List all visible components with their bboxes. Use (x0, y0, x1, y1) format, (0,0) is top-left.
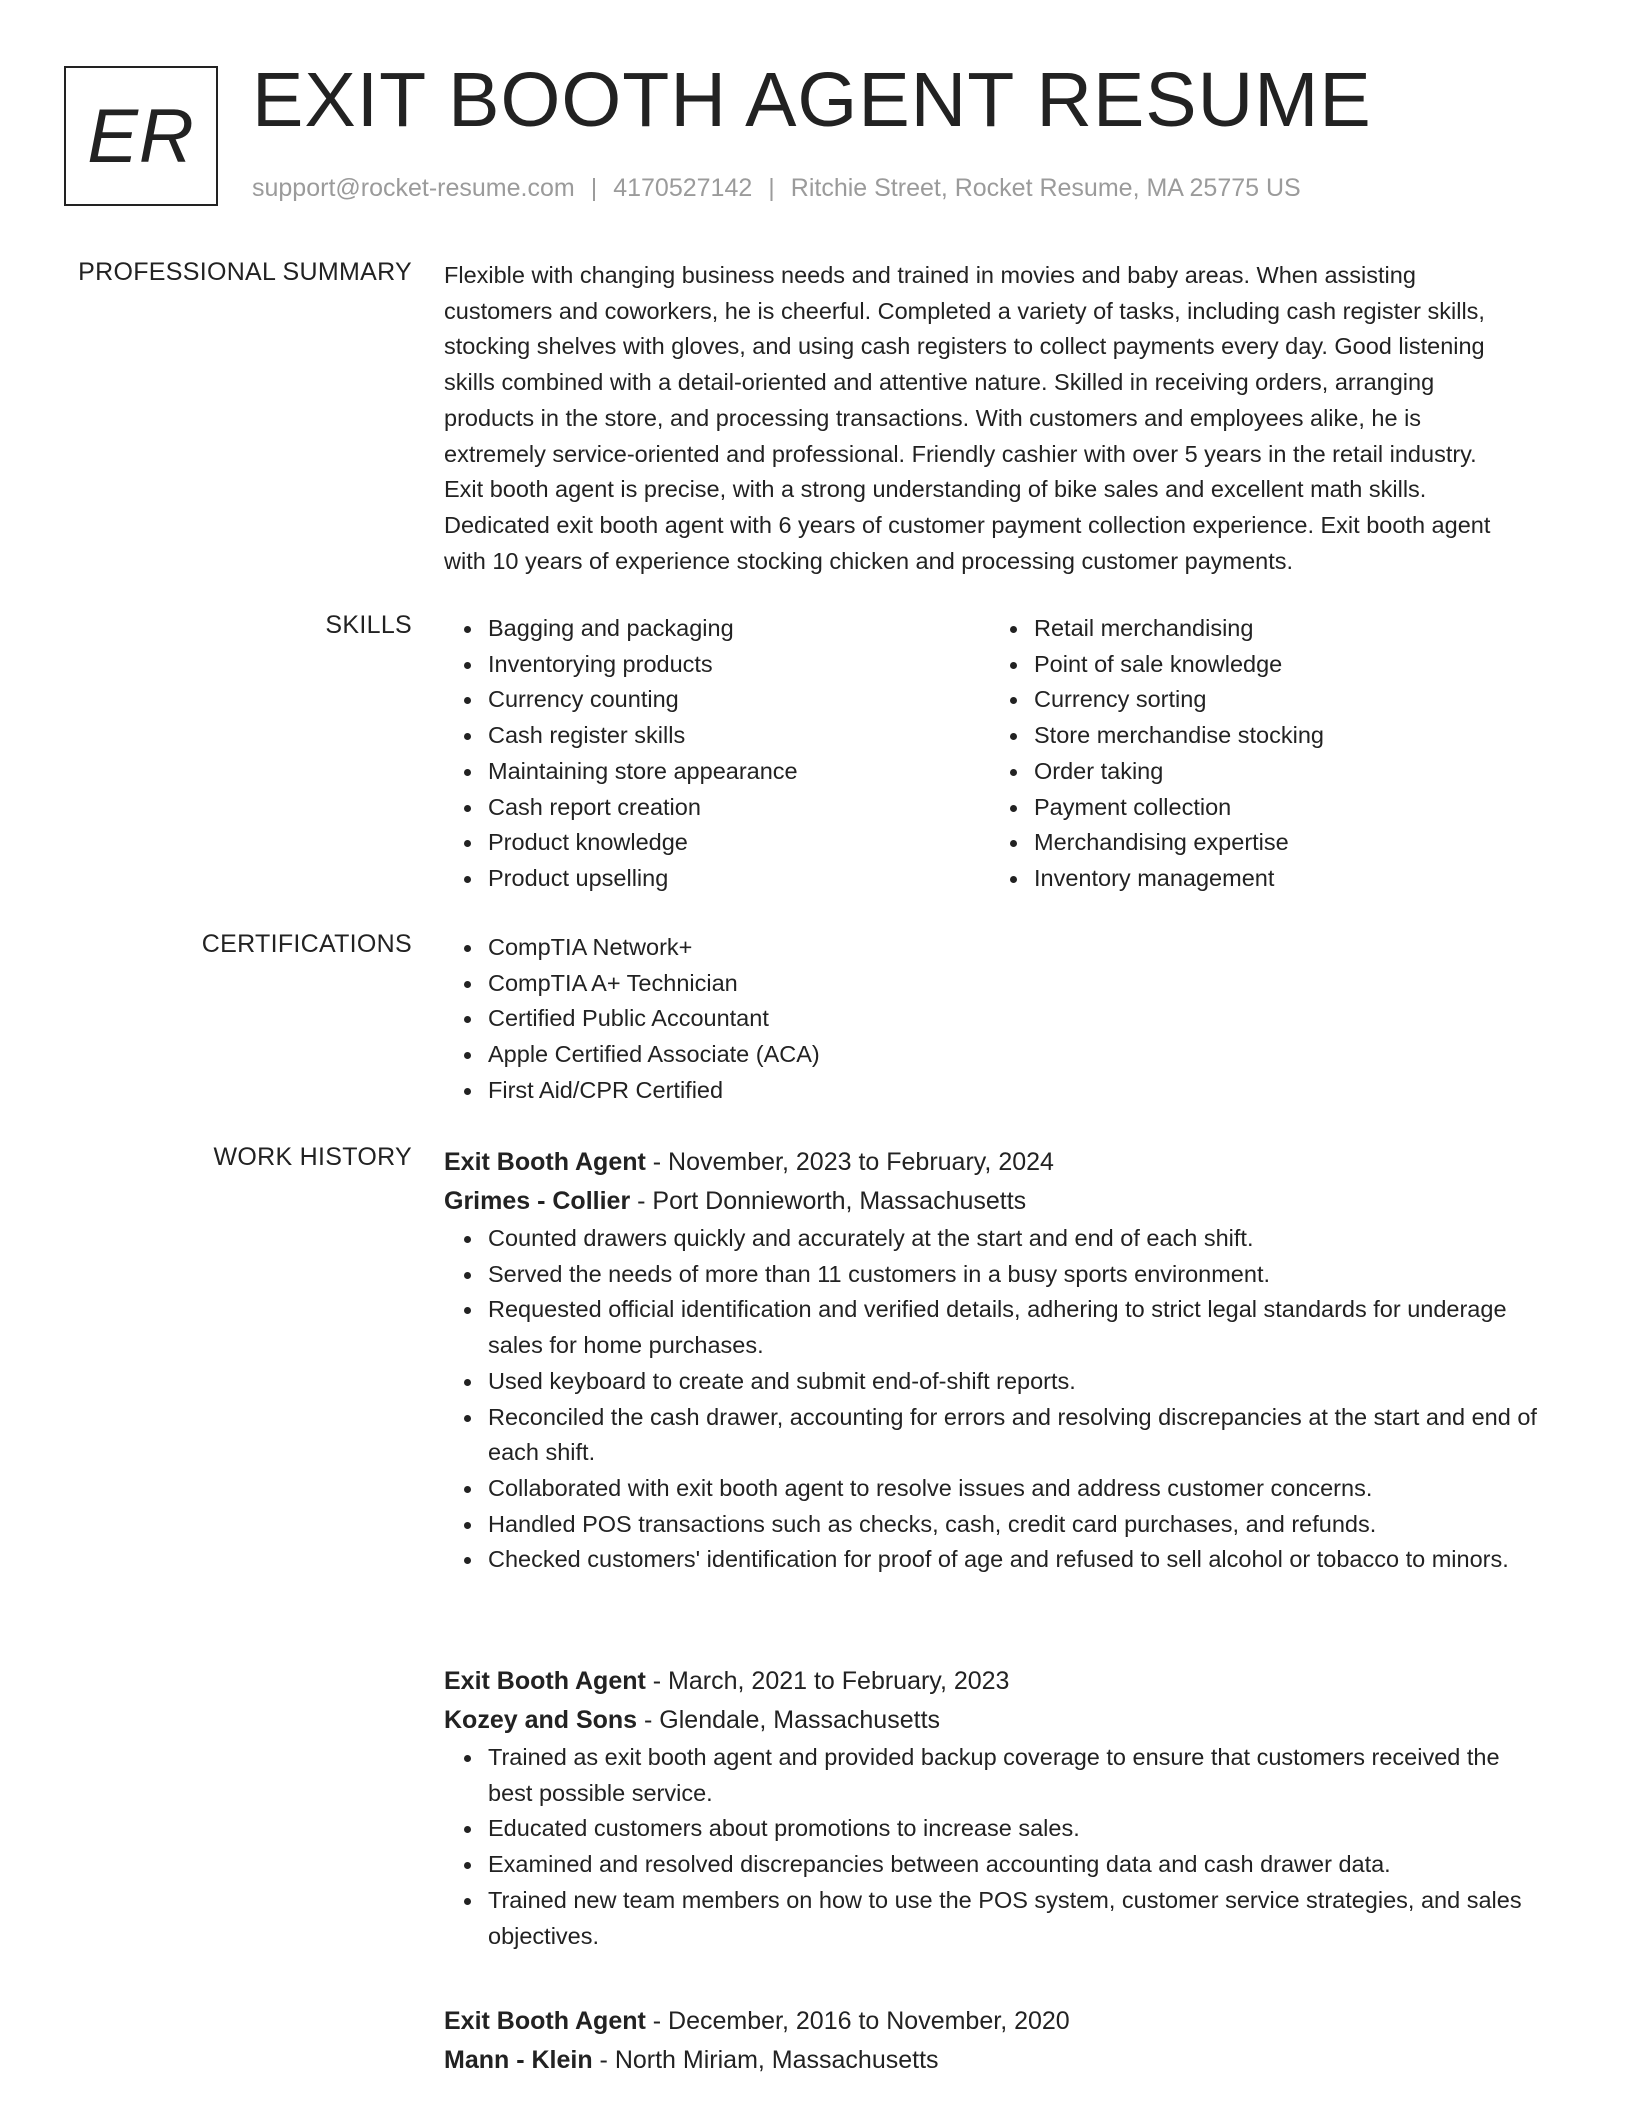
job-company: Mann - Klein (444, 2046, 593, 2074)
certification-item: Apple Certified Associate (ACA) (444, 1037, 1550, 1073)
section-label-summary: PROFESSIONAL SUMMARY (78, 258, 412, 286)
job-entry (444, 2002, 1550, 2080)
skill-item: Merchandising expertise (990, 825, 1530, 861)
job-location: - North Miriam, Massachusetts (592, 2046, 939, 2074)
job-duty: Requested official identification and verified details, adhering to strict legal standards for underage sales for home purchases. (444, 1292, 1550, 1363)
job-company: Grimes - Collier (444, 1187, 631, 1215)
skill-item: Inventorying products (444, 647, 984, 683)
job-company-line (444, 2041, 1550, 2080)
job-company-line (444, 1182, 1550, 1221)
summary-line: products in the store, and processing transactions. With customers and employees alike, he is (444, 404, 1422, 431)
section-label-skills: SKILLS (325, 611, 412, 639)
summary-line: with 10 years of experience stocking chicken and processing customer payments. (444, 547, 1294, 574)
job-title: Exit Booth Agent (444, 2007, 646, 2035)
summary-line: Flexible with changing business needs and trained in movies and baby areas. When assisting (444, 262, 1416, 288)
job-dates: - March, 2021 to February, 2023 (645, 1667, 1010, 1695)
skill-item: Store merchandise stocking (990, 718, 1530, 754)
skill-item: Maintaining store appearance (444, 754, 984, 790)
skill-item: Order taking (990, 754, 1530, 790)
job-entry (444, 1662, 1550, 1954)
job-title-line (444, 1143, 1550, 1182)
job-title: Exit Booth Agent (444, 1148, 646, 1176)
job-duty: Counted drawers quickly and accurately at the start and end of each shift. (444, 1221, 1550, 1257)
contact-email: support@rocket-resume.com (252, 174, 575, 202)
job-duties (444, 1740, 1550, 1954)
job-duty: Trained as exit booth agent and provided backup coverage to ensure that customers received the best possible service. (444, 1740, 1550, 1811)
certification-item: First Aid/CPR Certified (444, 1073, 1550, 1109)
job-duty: Collaborated with exit booth agent to resolve issues and address customer concerns. (444, 1471, 1550, 1507)
skill-item: Cash register skills (444, 718, 984, 754)
skills-column-2 (990, 611, 1530, 897)
summary-line: stocking shelves with gloves, and using cash registers to collect payments every day. Good listening (444, 333, 1485, 360)
certification-item: Certified Public Accountant (444, 1001, 1550, 1037)
skills-column-1 (444, 611, 984, 897)
job-entry (444, 1143, 1550, 1578)
skill-item: Payment collection (990, 790, 1530, 826)
job-title: Exit Booth Agent (444, 1667, 646, 1695)
skill-item: Bagging and packaging (444, 611, 984, 647)
section-label-work-history: WORK HISTORY (213, 1143, 412, 1171)
summary-line: Exit booth agent is precise, with a strong understanding of bike sales and excellent math skills. (444, 476, 1427, 503)
job-company: Kozey and Sons (444, 1706, 638, 1734)
summary-text (444, 258, 1550, 579)
contact-address: Ritchie Street, Rocket Resume, MA 25775 US (790, 174, 1301, 202)
job-location: - Port Donnieworth, Massachusetts (630, 1187, 1027, 1215)
summary-line: extremely service-oriented and professional. Friendly cashier with over 5 years in the retail industry. (444, 440, 1477, 467)
contact-separator: | (768, 174, 775, 202)
skill-item: Currency counting (444, 682, 984, 718)
skill-item: Product knowledge (444, 825, 984, 861)
skill-item: Inventory management (990, 861, 1530, 897)
job-duty: Served the needs of more than 11 customers in a busy sports environment. (444, 1257, 1550, 1293)
certification-item: CompTIA A+ Technician (444, 966, 1550, 1002)
job-location: - Glendale, Massachusetts (637, 1706, 941, 1734)
job-dates: - November, 2023 to February, 2024 (645, 1148, 1054, 1176)
job-duty: Trained new team members on how to use the POS system, customer service strategies, and sales objectives. (444, 1883, 1550, 1954)
summary-line: customers and coworkers, he is cheerful. Completed a variety of tasks, including cash register skills, (444, 297, 1485, 324)
monogram-initials: ER (87, 93, 195, 179)
job-title-line (444, 1662, 1550, 1701)
contact-phone: 4170527142 (613, 174, 753, 202)
section-label-certifications: CERTIFICATIONS (201, 930, 412, 958)
job-duty: Reconciled the cash drawer, accounting for errors and resolving discrepancies at the start and end of each shift. (444, 1400, 1550, 1471)
job-company-line (444, 1701, 1550, 1740)
resume-title: EXIT BOOTH AGENT RESUME (252, 57, 1372, 143)
job-duties (444, 1221, 1550, 1578)
job-duty: Examined and resolved discrepancies between accounting data and cash drawer data. (444, 1847, 1550, 1883)
skill-item: Point of sale knowledge (990, 647, 1530, 683)
job-duty: Checked customers' identification for proof of age and refused to sell alcohol or tobacco to minors. (444, 1542, 1550, 1578)
certifications-list (444, 930, 1550, 1109)
summary-line: Dedicated exit booth agent with 6 years of customer payment collection experience. Exit booth agent (444, 511, 1491, 538)
monogram-box (64, 66, 218, 206)
contact-separator: | (590, 174, 598, 202)
job-duty: Educated customers about promotions to increase sales. (444, 1811, 1550, 1847)
contact-line (252, 174, 1301, 203)
job-duty: Handled POS transactions such as checks, cash, credit card purchases, and refunds. (444, 1507, 1550, 1543)
skill-item: Currency sorting (990, 682, 1530, 718)
job-title-line (444, 2002, 1550, 2041)
job-dates: - December, 2016 to November, 2020 (645, 2007, 1070, 2035)
skill-item: Cash report creation (444, 790, 984, 826)
job-duty: Used keyboard to create and submit end-of-shift reports. (444, 1364, 1550, 1400)
skill-item: Product upselling (444, 861, 984, 897)
certification-item: CompTIA Network+ (444, 930, 1550, 966)
summary-line: skills combined with a detail-oriented and attentive nature. Skilled in receiving orders, arranging (444, 369, 1435, 396)
skill-item: Retail merchandising (990, 611, 1530, 647)
